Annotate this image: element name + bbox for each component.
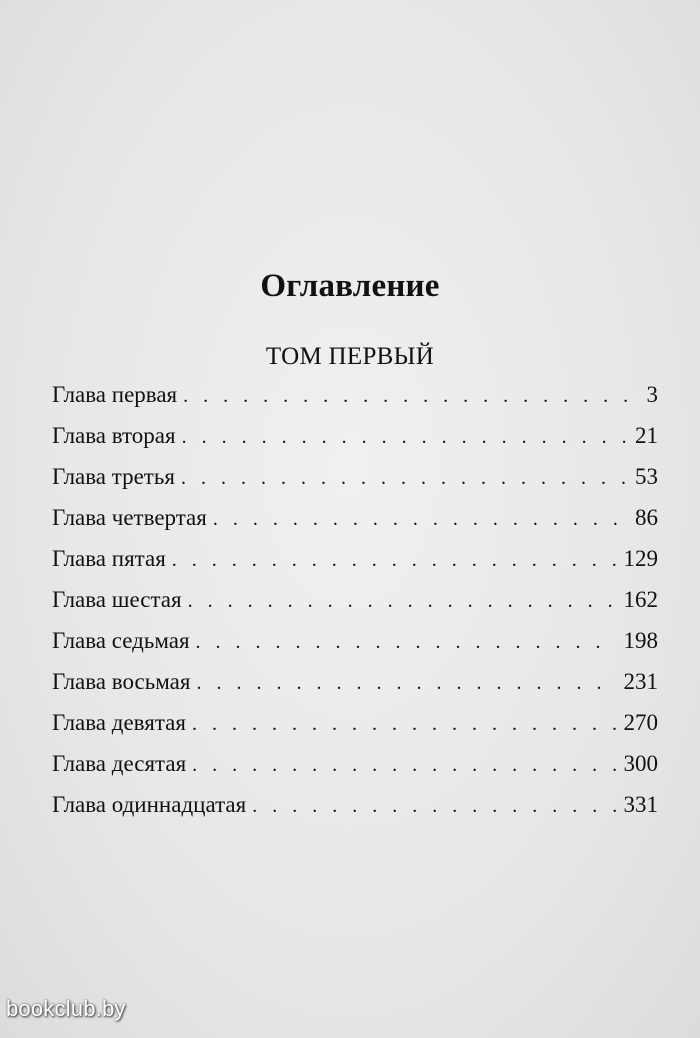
toc-entry bbox=[52, 669, 658, 710]
dot-leader bbox=[188, 590, 616, 613]
toc-entry-title: Глава девятая bbox=[52, 710, 186, 735]
toc-entry bbox=[52, 751, 658, 792]
toc-entry-title: Глава седьмая bbox=[52, 628, 190, 653]
toc-entry-page: 331 bbox=[623, 792, 658, 817]
toc-entry-title: Глава четвертая bbox=[52, 505, 207, 530]
toc-entry-page: 21 bbox=[635, 423, 658, 448]
toc-entry-page: 3 bbox=[646, 382, 658, 407]
dot-leader bbox=[196, 631, 616, 654]
dot-leader bbox=[192, 754, 615, 777]
dot-leader bbox=[182, 426, 627, 449]
dot-leader bbox=[196, 672, 615, 695]
toc-entry-page: 129 bbox=[623, 546, 658, 571]
toc-entry-title: Глава шестая bbox=[52, 587, 182, 612]
toc-entry bbox=[52, 505, 658, 546]
dot-leader bbox=[213, 508, 627, 531]
toc-entry-title: Глава третья bbox=[52, 464, 175, 489]
toc-entry-title: Глава пятая bbox=[52, 546, 166, 571]
toc-entry-title: Глава вторая bbox=[52, 423, 176, 448]
dot-leader bbox=[252, 795, 615, 818]
toc-entry-title: Глава первая bbox=[52, 382, 178, 407]
toc-entry bbox=[52, 710, 658, 751]
toc-entry bbox=[52, 382, 658, 423]
toc-entry bbox=[52, 464, 658, 505]
table-of-contents bbox=[52, 382, 658, 833]
toc-entry-page: 231 bbox=[623, 669, 658, 694]
toc-entry-page: 162 bbox=[623, 587, 658, 612]
site-watermark: bookclub.by bbox=[6, 996, 126, 1021]
toc-entry-page: 270 bbox=[623, 710, 658, 735]
toc-entry-page: 198 bbox=[623, 628, 658, 653]
toc-entry bbox=[52, 792, 658, 833]
toc-entry bbox=[52, 546, 658, 587]
toc-entry-title: Глава восьмая bbox=[52, 669, 191, 694]
toc-entry-title: Глава десятая bbox=[52, 751, 187, 776]
toc-entry bbox=[52, 628, 658, 669]
toc-entry bbox=[52, 587, 658, 628]
page-title: Оглавление bbox=[260, 268, 440, 304]
dot-leader bbox=[181, 467, 627, 490]
toc-entry-page: 300 bbox=[623, 751, 658, 776]
dot-leader bbox=[192, 713, 616, 736]
dot-leader bbox=[172, 549, 616, 572]
toc-entry-title: Глава одиннадцатая bbox=[52, 792, 247, 817]
toc-entry bbox=[52, 423, 658, 464]
dot-leader bbox=[183, 385, 630, 408]
volume-heading: ТОМ ПЕРВЫЙ bbox=[265, 343, 435, 370]
toc-entry-page: 86 bbox=[635, 505, 658, 530]
toc-entry-page: 53 bbox=[635, 464, 658, 489]
